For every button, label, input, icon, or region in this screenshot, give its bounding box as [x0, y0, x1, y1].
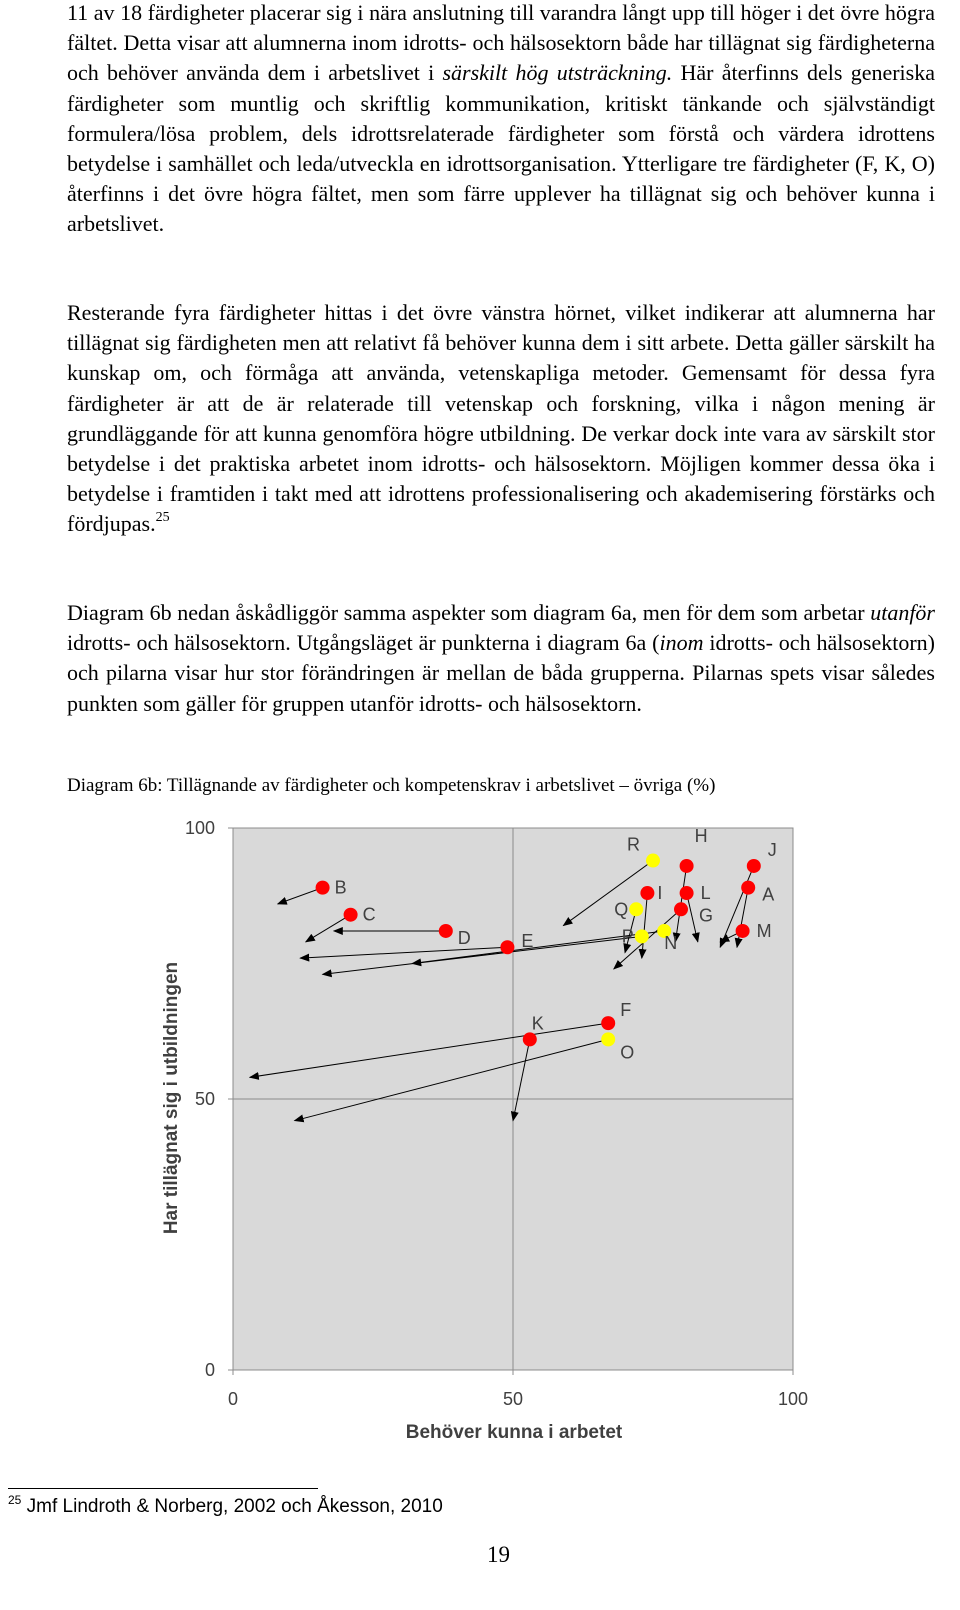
point-label-A: A — [762, 884, 775, 905]
paragraph-3-text-b: idrotts- och hälsosektorn. Utgångsläget är punkterna i diagram 6a ( — [67, 630, 660, 656]
paragraph-2-text: Resterande fyra färdigheter hittas i det övre vänstra hörnet, vilket indikerar att alumnerna har tillägnat sig färdigheten men att relativt få behöver kunna dem i sitt arbete. Detta gäller särskilt ha kunskap om, och förmåga att använda, vetenskapliga metoder. Gemensamt för dessa fyra färdigheter är att de är relaterade till vetenskap och forskning, vilka i någon mening är grundläggande för att kunna genomföra högre utbildning. De verkar dock inte vara av särskilt stor betydelse i det praktiska arbetet inom idrotts- och hälsosektorn. Möjligen kommer dessa öka i betydelse i framtiden i takt med att idrottens professionalisering och akademisering förstärks och fördjupas. — [67, 300, 935, 537]
point-label-D: D — [457, 927, 471, 948]
point-J — [747, 859, 761, 873]
diagram-caption: Diagram 6b: Tillägnande av färdigheter och kompetenskrav i arbetslivet – övriga (%) — [67, 775, 716, 796]
point-label-J: J — [767, 839, 777, 860]
footnote-number: 25 — [8, 1493, 22, 1507]
y-tick-label: 50 — [194, 1089, 215, 1109]
point-label-M: M — [756, 920, 772, 941]
point-K — [523, 1032, 537, 1046]
point-label-Q: Q — [614, 899, 629, 920]
point-F — [601, 1016, 615, 1030]
point-H — [680, 859, 694, 873]
point-I — [640, 886, 654, 900]
point-label-R: R — [627, 834, 640, 855]
paragraph-1-emphasis: särskilt hög utsträckning. — [442, 60, 673, 86]
x-tick-label: 0 — [227, 1389, 239, 1409]
point-label-I: I — [657, 883, 663, 904]
y-tick-label: 100 — [184, 818, 215, 838]
paragraph-1-text-b: Här återfinns dels generiska färdigheter som muntlig och skriftlig kommunikation, kritiskt tänkande och självständigt formulera/lösa problem, dels idrottsrelaterade färdigheter som förstå och värdera idrottens betydelse i samhället och leda/utveckla en idrottsorganisation. Ytterligare tre färdigheter (F, K, O) återfinns i det övre högra fältet, men som färre upplever ha tillägnat sig och behöver kunna i arbetslivet. — [67, 60, 935, 237]
paragraph-3-text-c: idrotts- och hälsosektorn) och pilarna visar hur stor förändringen är mellan de båda grupperna. Pilarnas spets visar således punkten som gäller för gruppen utanför idrotts- och hälsosektorn. — [67, 630, 935, 716]
footnote-text: Jmf Lindroth & Norberg, 2002 och Åkesson, 2010 — [26, 1496, 443, 1517]
point-label-E: E — [521, 931, 534, 952]
point-C — [344, 908, 358, 922]
point-G — [674, 902, 688, 916]
y-tick-label: 0 — [204, 1360, 215, 1380]
x-tick-label: 50 — [502, 1389, 524, 1409]
paragraph-1-text-a: 11 av 18 färdigheter placerar sig i nära anslutning till varandra långt upp till höger i det övre högra fältet. Detta visar att alumnerna inom idrotts- och hälsosektorn både har tillägnat sig färdigheterna och behöver använda dem i arbetslivet i — [67, 0, 935, 86]
point-D — [439, 924, 453, 938]
point-R — [646, 854, 660, 868]
point-label-P: P — [621, 926, 634, 947]
point-label-B: B — [334, 877, 347, 898]
paragraph-3-emphasis-inside: inom — [659, 630, 704, 656]
y-axis-label: Har tillägnat sig i utbildningen — [161, 961, 182, 1235]
point-label-N: N — [664, 932, 678, 953]
point-label-O: O — [620, 1042, 635, 1063]
footnote — [8, 1493, 443, 1518]
x-axis-label: Behöver kunna i arbetet — [405, 1422, 623, 1443]
point-label-L: L — [700, 883, 711, 904]
page-number: 19 — [487, 1542, 510, 1567]
point-label-F: F — [620, 1000, 632, 1021]
point-M — [736, 924, 750, 938]
point-E — [500, 940, 514, 954]
point-B — [316, 881, 330, 895]
point-O — [601, 1032, 615, 1046]
x-tick-label: 100 — [777, 1389, 809, 1409]
point-L — [680, 886, 694, 900]
footnote-reference[interactable]: 25 — [155, 510, 170, 526]
point-Q — [629, 902, 643, 916]
paragraph-3-emphasis-outside: utanför — [870, 600, 935, 625]
point-label-K: K — [531, 1013, 544, 1034]
point-P — [635, 929, 649, 943]
point-label-H: H — [694, 825, 708, 846]
point-label-C: C — [362, 904, 376, 925]
footnote-divider — [8, 1488, 318, 1489]
paragraph-3-text-a: Diagram 6b nedan åskådliggör samma aspekter som diagram 6a, men för dem som arbetar — [67, 600, 871, 625]
point-label-G: G — [699, 905, 714, 926]
point-A — [741, 881, 755, 895]
